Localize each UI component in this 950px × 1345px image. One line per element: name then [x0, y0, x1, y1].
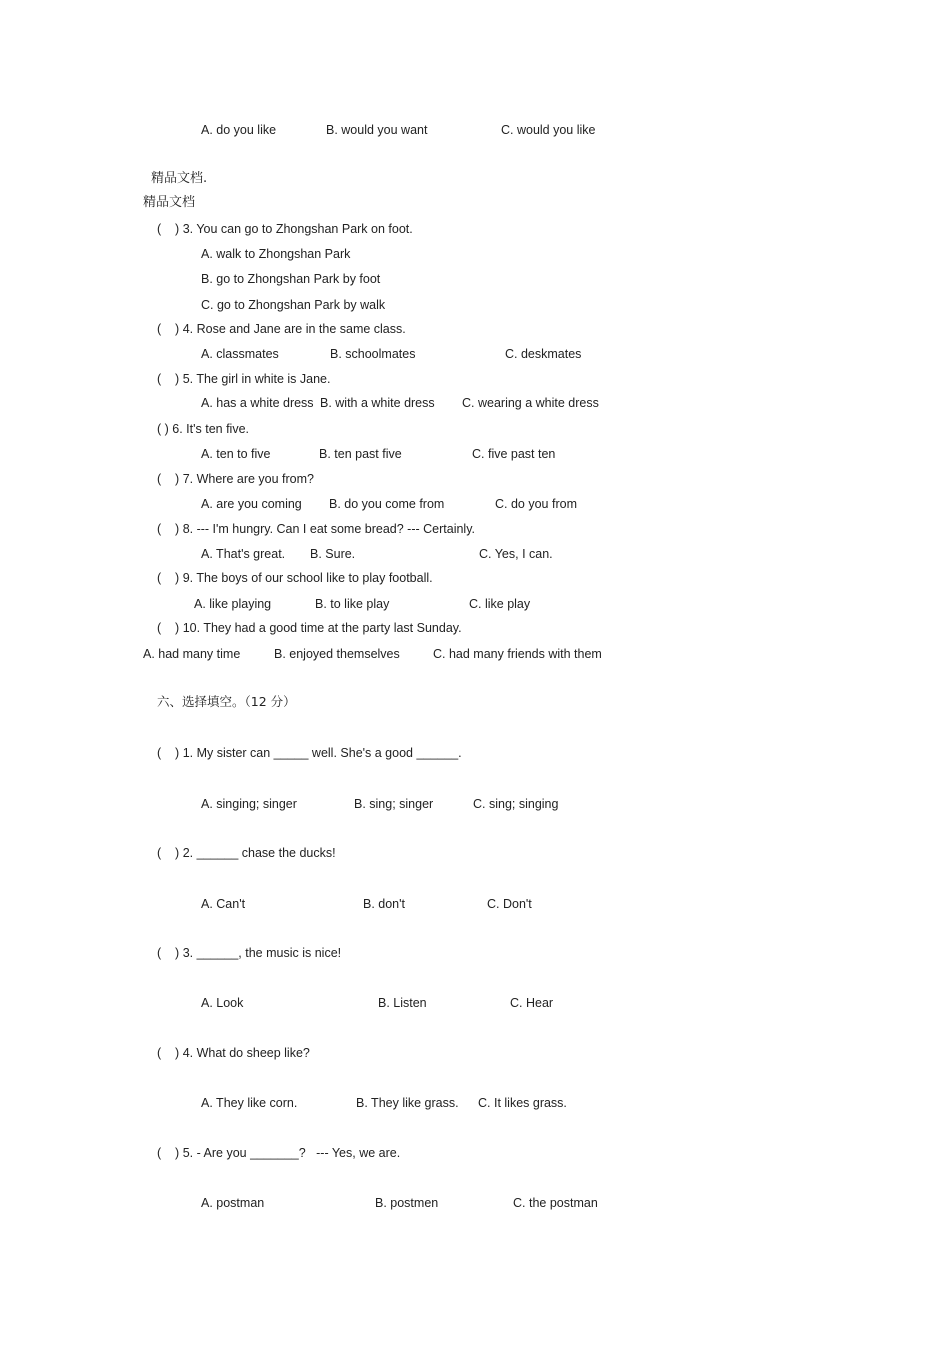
option-a: A. classmates	[201, 347, 279, 361]
option-a: A. Look	[201, 996, 244, 1010]
option-b: B. would you want	[326, 123, 428, 137]
option-a: A. do you like	[201, 123, 277, 137]
question-stem: ( ) 2. ______ chase the ducks!	[157, 846, 336, 860]
option-b: B. Listen	[378, 996, 427, 1010]
option-b: B. go to Zhongshan Park by foot	[201, 272, 381, 286]
option-c: C. Yes, I can.	[479, 547, 553, 561]
question-stem: ( ) 10. They had a good time at the party last Sunday.	[157, 621, 462, 635]
watermark-line2: 精品文档	[143, 195, 196, 210]
option-c: C. do you from	[495, 497, 577, 511]
option-c: C. sing; singing	[473, 797, 559, 811]
question-stem: ( ) 1. My sister can _____ well. She's a good ______.	[157, 746, 462, 760]
question-stem: ( ) 5. The girl in white is Jane.	[157, 372, 331, 386]
option-b: B. schoolmates	[330, 347, 416, 361]
question-stem: ( ) 8. --- I'm hungry. Can I eat some bread? --- Certainly.	[157, 522, 475, 536]
question-stem: ( ) 3. ______, the music is nice!	[157, 946, 342, 960]
option-b: B. to like play	[315, 597, 390, 611]
question-stem: ( ) 4. Rose and Jane are in the same class.	[157, 322, 406, 336]
question-stem: ( ) 6. It's ten five.	[157, 422, 249, 436]
option-b: B. enjoyed themselves	[274, 647, 400, 661]
question-stem: ( ) 4. What do sheep like?	[157, 1046, 310, 1060]
option-b: B. don't	[363, 897, 405, 911]
question-stem: ( ) 3. You can go to Zhongshan Park on foot.	[157, 222, 413, 236]
option-c: C. the postman	[513, 1196, 598, 1210]
question-stem: ( ) 9. The boys of our school like to play football.	[157, 571, 433, 585]
option-a: A. has a white dress	[201, 396, 314, 410]
option-a: A. like playing	[194, 597, 272, 611]
option-a: A. Can't	[201, 897, 246, 911]
question-stem: ( ) 5. - Are you _______? --- Yes, we are.	[157, 1146, 401, 1160]
question-stem: ( ) 7. Where are you from?	[157, 472, 314, 486]
option-b: B. with a white dress	[320, 396, 435, 410]
watermark-line1: 精品文档.	[151, 171, 208, 186]
option-c: C. go to Zhongshan Park by walk	[201, 298, 386, 312]
option-a: A. singing; singer	[201, 797, 297, 811]
option-b: B. Sure.	[310, 547, 356, 561]
option-c: C. would you like	[501, 123, 596, 137]
option-c: C. five past ten	[472, 447, 556, 461]
option-b: B. They like grass.	[356, 1096, 459, 1110]
option-a: A. That's great.	[201, 547, 286, 561]
option-a: A. ten to five	[201, 447, 271, 461]
section-title: 六、选择填空。（12 分）	[157, 694, 296, 709]
option-c: C. like play	[469, 597, 531, 611]
option-b: B. do you come from	[329, 497, 445, 511]
option-c: C. Hear	[510, 996, 554, 1010]
option-a: A. had many time	[143, 647, 241, 661]
option-a: A. are you coming	[201, 497, 302, 511]
option-c: C. It likes grass.	[478, 1096, 567, 1110]
option-a: A. postman	[201, 1196, 265, 1210]
option-a: A. walk to Zhongshan Park	[201, 247, 351, 261]
option-b: B. postmen	[375, 1196, 439, 1210]
option-c: C. deskmates	[505, 347, 582, 361]
option-c: C. wearing a white dress	[462, 396, 599, 410]
option-c: C. Don't	[487, 897, 532, 911]
option-a: A. They like corn.	[201, 1096, 298, 1110]
option-c: C. had many friends with them	[433, 647, 602, 661]
option-b: B. ten past five	[319, 447, 402, 461]
option-b: B. sing; singer	[354, 797, 434, 811]
